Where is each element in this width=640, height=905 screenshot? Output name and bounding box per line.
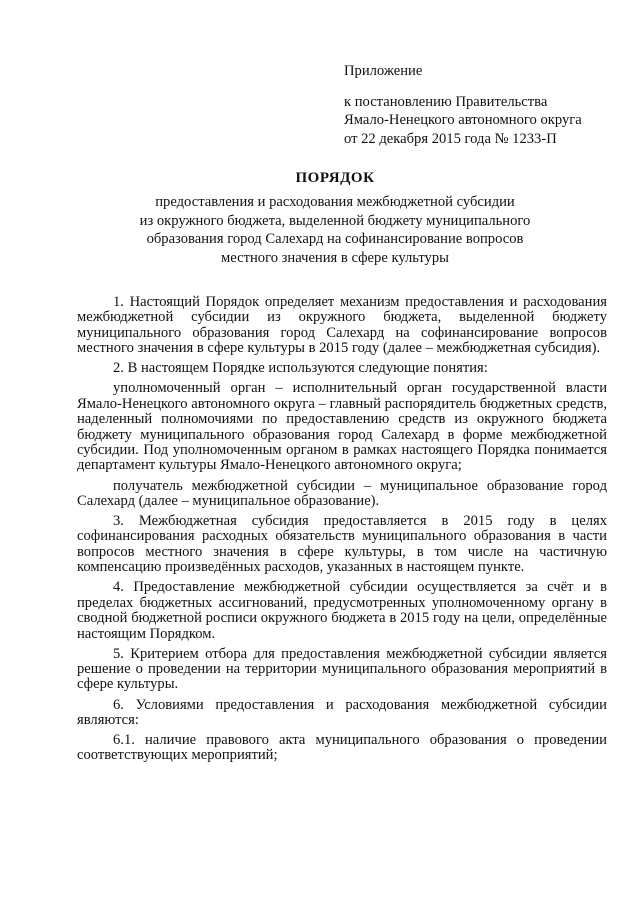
document-subtitle: [90, 193, 580, 267]
subtitle-line: из окружного бюджета, выделенной бюджету муниципального: [139, 212, 531, 229]
appendix-block: [344, 62, 582, 148]
paragraph-5: 5. Критерием отбора для предоставления межбюджетной субсидии является решение о проведении на территории муниципального образования мероприятий в сфере культуры.: [77, 645, 607, 693]
document-title: ПОРЯДОК: [295, 170, 375, 186]
paragraph-4: 4. Предоставление межбюджетной субсидии осуществляется за счёт и в пределах бюджетных ассигнований, предусмотренных уполномоченному органу в сводной бюджетной росписи окружного бюджета в 2015 году на цели, определённые настоящим Порядком.: [77, 579, 607, 642]
paragraph-2: 2. В настоящем Порядке используются следующие понятия:: [113, 360, 488, 377]
document-body: [77, 295, 607, 769]
paragraph-6-1: 6.1. наличие правового акта муниципального образования о проведении соответствующих мероприятий;: [77, 732, 607, 764]
appendix-line: Ямало-Ненецкого автономного округа: [344, 112, 582, 128]
appendix-line: от 22 декабря 2015 года № 1233-П: [344, 130, 557, 147]
subtitle-line: образования город Салехард на софинансирование вопросов: [146, 231, 524, 248]
paragraph-6: 6. Условиями предоставления и расходования межбюджетной субсидии являются:: [77, 696, 607, 728]
paragraph-definition-recipient: получатель межбюджетной субсидии – муниципальное образование город Салехард (далее – муниципальное образование).: [77, 477, 607, 509]
paragraph-definition-authority: уполномоченный орган – исполнительный орган государственной власти Ямало-Ненецкого автономного округа – главный распорядитель бюджетных средств, наделенный полномочиями по предоставлению средств из окружного бюджета бюджету муниципального образования город Салехард в форме межбюджетной субсидии. Под уполномоченным органом в рамках настоящего Порядка понимается департамент культуры Ямало-Ненецкого автономного округа;: [77, 380, 607, 474]
paragraph-3: 3. Межбюджетная субсидия предоставляется в 2015 году в целях софинансирования расходных обязательств муниципального образования в части вопросов местного значения в сфере культуры, в том числе на частичную компенсацию произведённых расходов, указанных в настоящем пункте.: [77, 513, 607, 576]
subtitle-line: местного значения в сфере культуры: [221, 249, 449, 266]
paragraph-1: 1. Настоящий Порядок определяет механизм предоставления и расходования межбюджетной субсидии из окружного бюджета, выделенной бюджету муниципального образования город Салехард на софинансирование вопросов местного значения в сфере культуры в 2015 году (далее – межбюджетная субсидия).: [77, 294, 607, 357]
appendix-line: к постановлению Правительства: [344, 93, 548, 110]
subtitle-line: предоставления и расходования межбюджетной субсидии: [155, 194, 515, 210]
appendix-title: Приложение: [344, 63, 423, 79]
